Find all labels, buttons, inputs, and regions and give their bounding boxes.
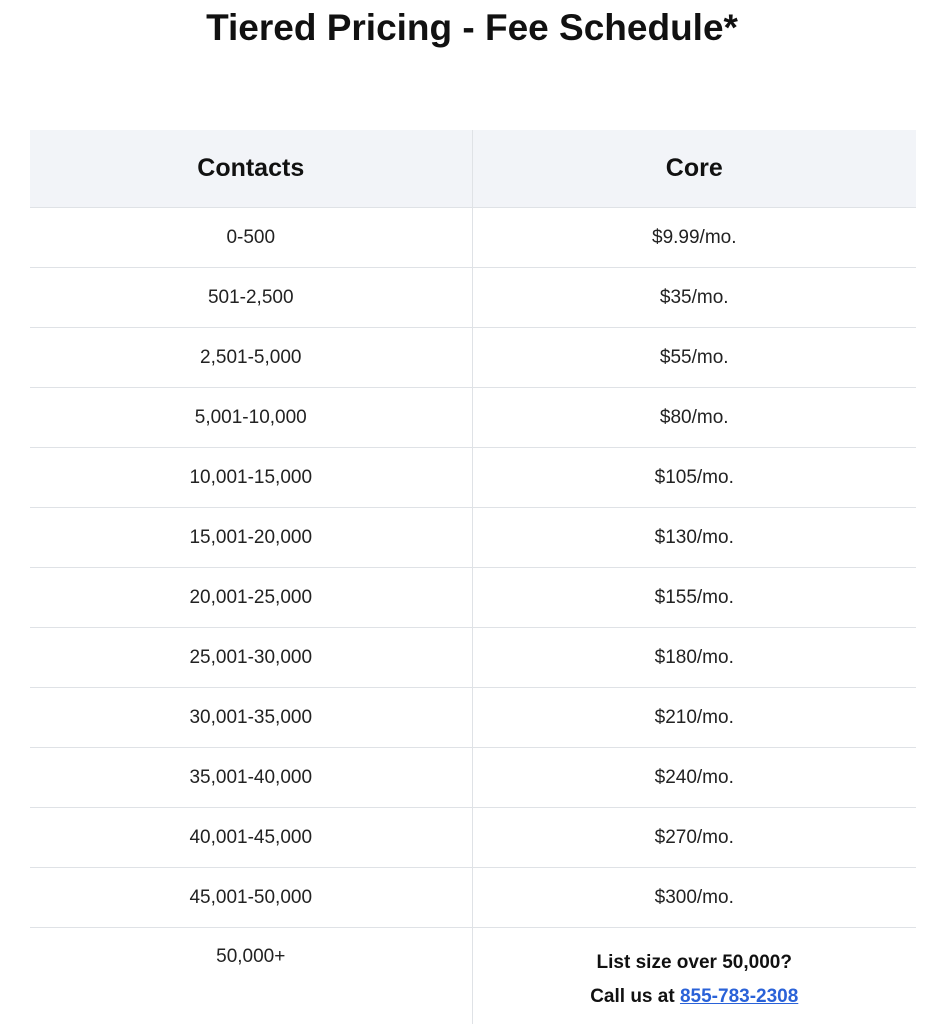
core-price-cell: $180/mo. [472, 628, 916, 688]
table-row [30, 628, 916, 688]
contacts-cell: 45,001-50,000 [30, 868, 472, 928]
contacts-cell: 20,001-25,000 [30, 568, 472, 628]
table-row [30, 808, 916, 868]
page-title: Tiered Pricing - Fee Schedule* [206, 7, 738, 48]
core-price-cell: $155/mo. [472, 568, 916, 628]
column-header-contacts: Contacts [30, 130, 472, 208]
core-price-cell: $210/mo. [472, 688, 916, 748]
contacts-cell: 0-500 [30, 208, 472, 268]
core-price-cell: $300/mo. [472, 868, 916, 928]
core-price-cell: $240/mo. [472, 748, 916, 808]
contacts-cell: 40,001-45,000 [30, 808, 472, 868]
fee-schedule-table [30, 130, 916, 1024]
contacts-cell: 5,001-10,000 [30, 388, 472, 448]
core-price-cell: $105/mo. [472, 448, 916, 508]
contacts-cell: 35,001-40,000 [30, 748, 472, 808]
table-row [30, 328, 916, 388]
contacts-cell: 10,001-15,000 [30, 448, 472, 508]
list-size-question: List size over 50,000? [596, 952, 792, 973]
table-row [30, 508, 916, 568]
core-price-cell: $270/mo. [472, 808, 916, 868]
table-row [30, 388, 916, 448]
contacts-cell: 50,000+ [30, 928, 472, 1024]
table-header-row [30, 130, 916, 208]
phone-link[interactable]: 855-783-2308 [679, 986, 799, 1007]
contact-us-cell [472, 928, 916, 1024]
table-row [30, 868, 916, 928]
table-row [30, 568, 916, 628]
core-price-cell: $55/mo. [472, 328, 916, 388]
core-price-cell: $130/mo. [472, 508, 916, 568]
contacts-cell: 25,001-30,000 [30, 628, 472, 688]
contacts-cell: 30,001-35,000 [30, 688, 472, 748]
table-row [30, 748, 916, 808]
table-row [30, 208, 916, 268]
contacts-cell: 2,501-5,000 [30, 328, 472, 388]
call-us-line [473, 980, 917, 1014]
core-price-cell: $9.99/mo. [472, 208, 916, 268]
table-row [30, 688, 916, 748]
contacts-cell: 15,001-20,000 [30, 508, 472, 568]
column-header-core: Core [472, 130, 916, 208]
contacts-cell: 501-2,500 [30, 268, 472, 328]
core-price-cell: $80/mo. [472, 388, 916, 448]
table-row [30, 268, 916, 328]
call-us-label: Call us at [590, 986, 675, 1007]
table-row [30, 448, 916, 508]
core-price-cell: $35/mo. [472, 268, 916, 328]
table-row-enterprise [30, 928, 916, 1024]
